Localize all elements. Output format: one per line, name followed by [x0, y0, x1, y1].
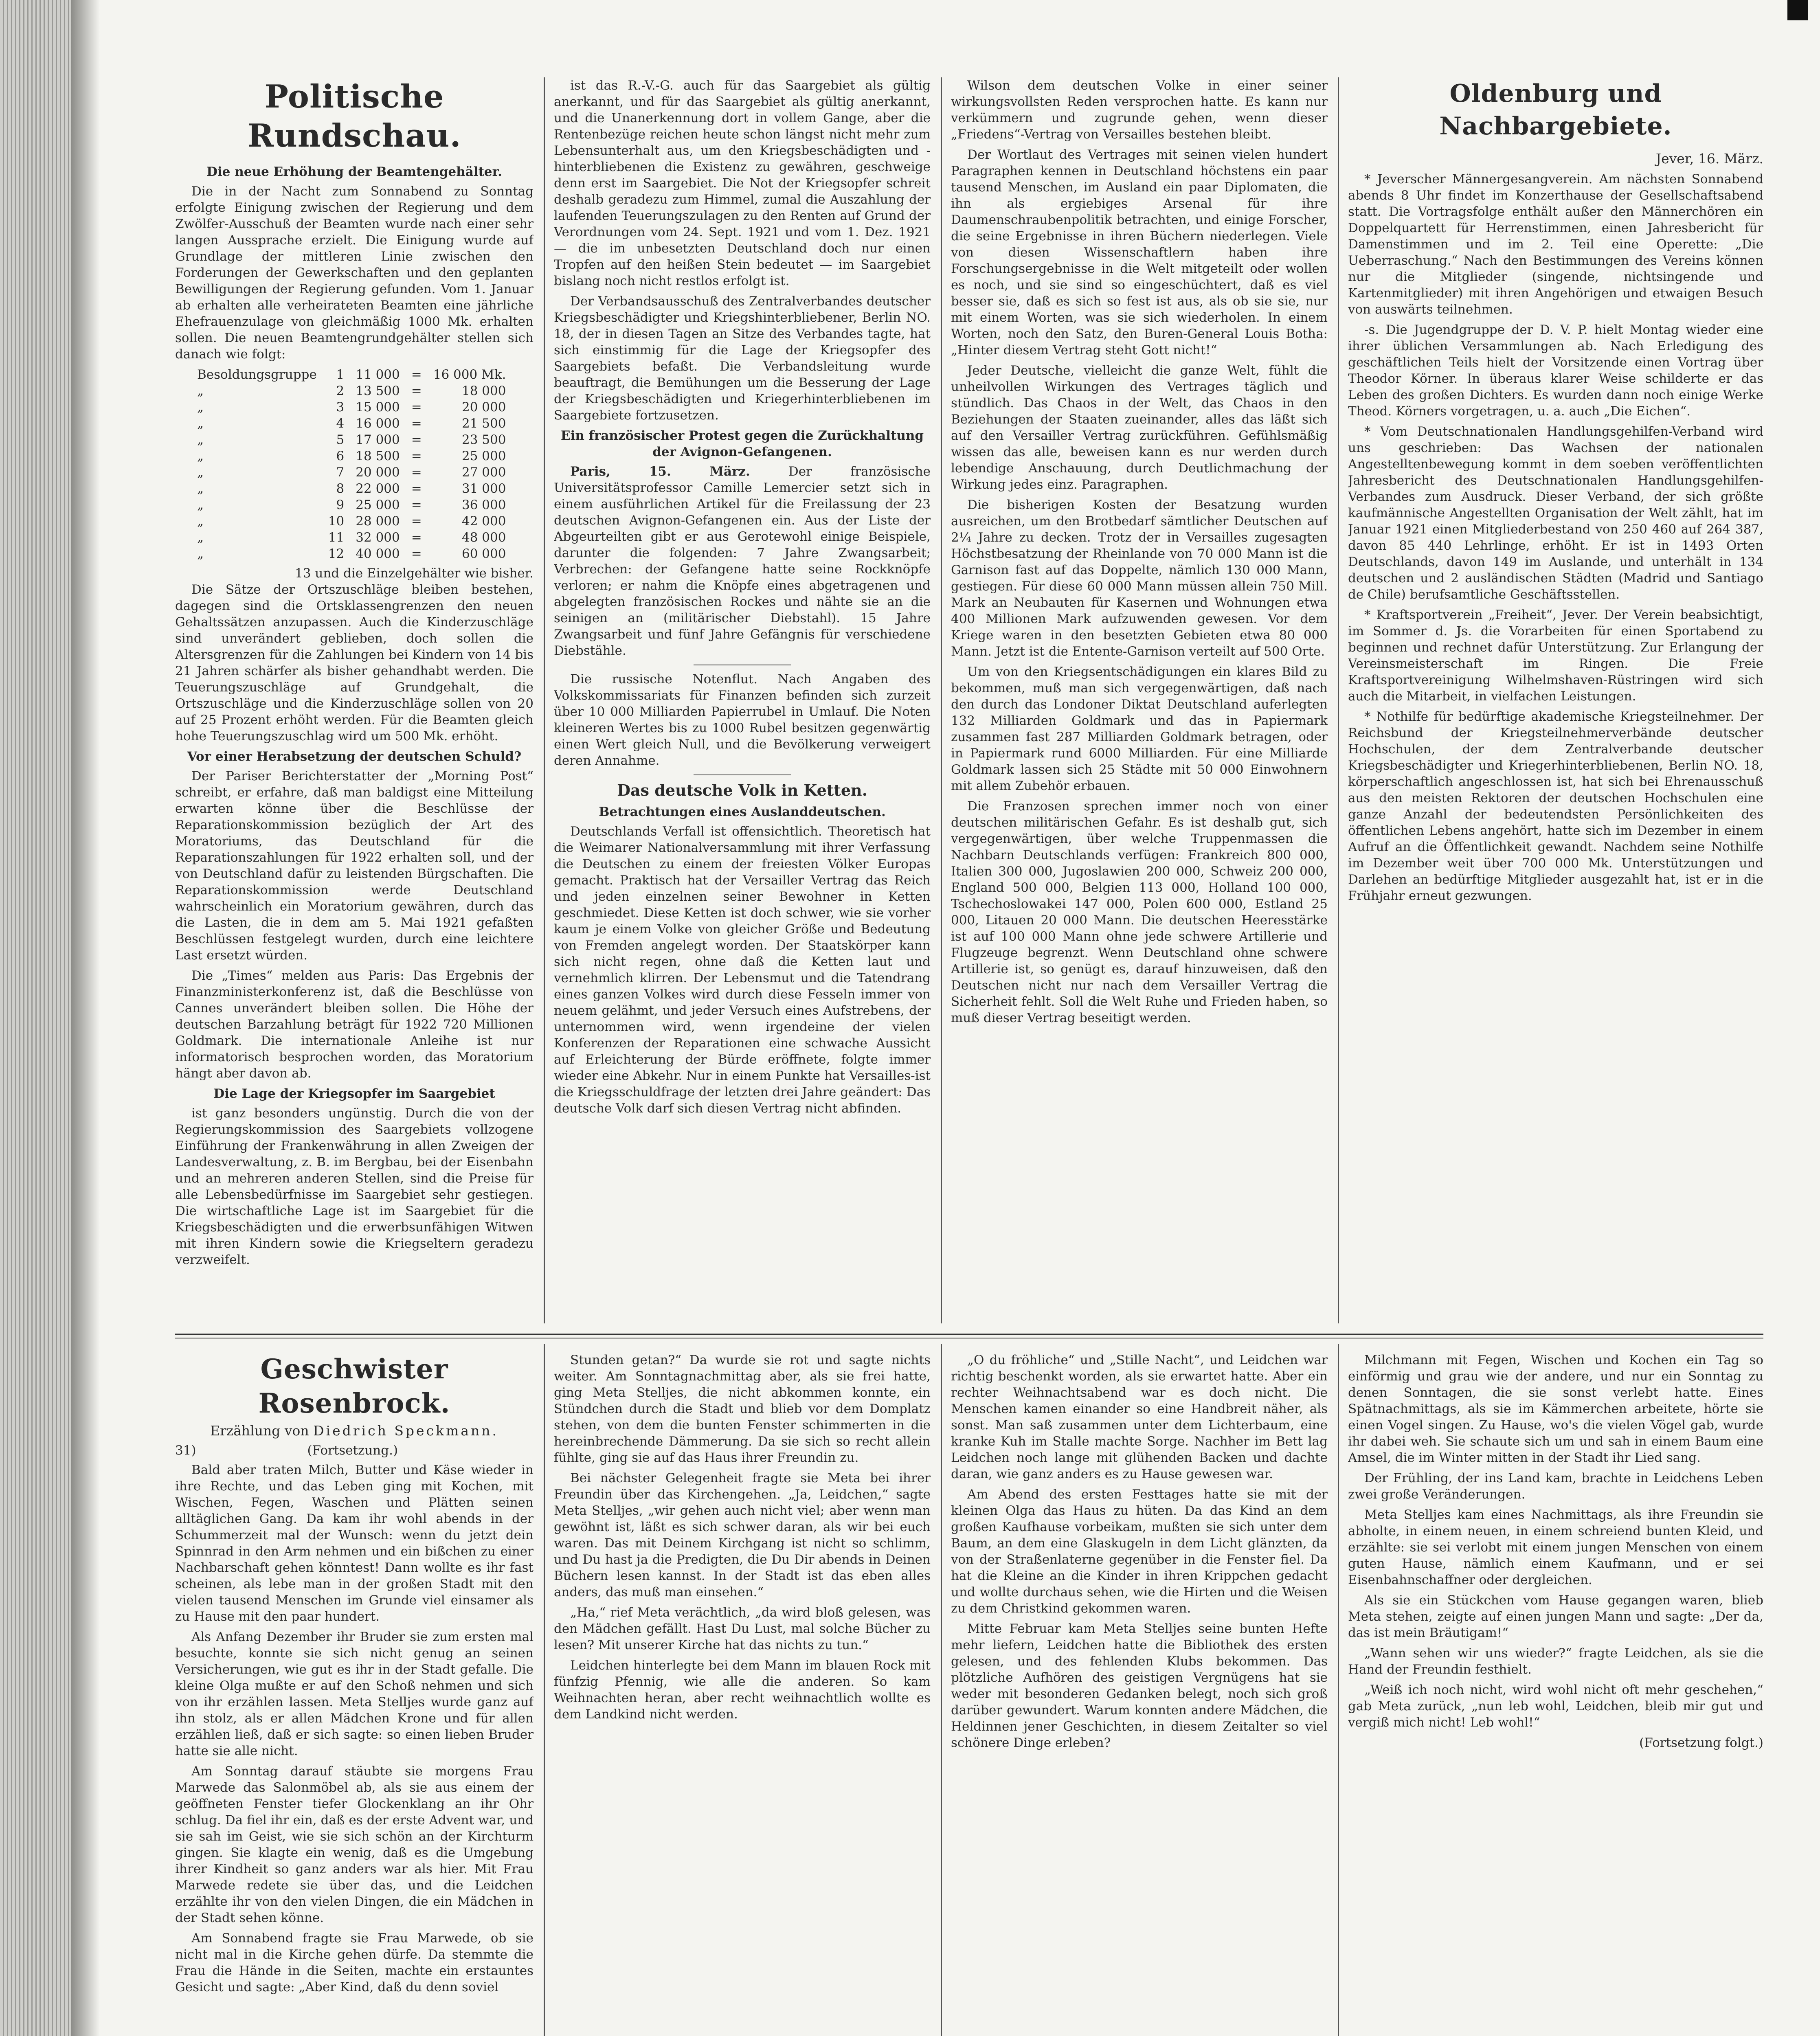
scan-corner-mark — [1787, 0, 1808, 20]
col3-p6: Die Franzosen sprechen immer noch von einer deutschen militärischen Gefahr. Es ist deshalb gut, sich vergegenwärtigen, über welche Truppenmassen die Nachbarn Deutschlands verfügen: Frankreich 800 000, Italien 300 000, Jugoslawien 200 000, Schweiz 200 000, England 500 000, Belgien 113 000, Holland 100 000, Tschechoslowakei 147 000, Polen 600 000, Estland 25 000, Litauen 20 000 Mann. Die deutschen Heeresstärke ist auf 100 000 Mann ohne jede schwere Artillerie und Flugzeuge begrenzt. Wenn Deutschland ohne schwere Artillerie ist, so genügt es, darauf hinzuweisen, daß den Deutschen nicht nur nach dem Versailler Vertrag die Sicherheit fehlt. Soll die Welt Ruhe und Frieden haben, so muß dieser Vertrag beseitigt werden. — [951, 799, 1328, 1025]
politik-s3-p1: ist ganz besonders ungünstig. Durch die von der Regierungskommission des Saargebiets vollzogene Einführung der Frankenwährung in allen Zweigen der Landesverwaltung, z. B. im Bergbau, bei der Eisenbahn und an mehreren anderen Stellen, sind die Preise für alle Lebensbedürfnisse im Saargebiet sehr gestiegen. Die wirtschaftliche Lage ist im Saargebiet für die Kriegsbeschädigten und die erwerbsunfähigen Witwen mit ihren Kindern sowie die Kriegseltern geradezu verzweifelt. — [175, 1106, 533, 1267]
novel-continuation: (Fortsetzung.) — [307, 1443, 398, 1458]
politik-s2-title: Vor einer Herabsetzung der deutschen Schuld? — [187, 749, 522, 764]
feuilleton-rule — [175, 1334, 1763, 1335]
col2-p3 — [554, 463, 931, 659]
novel-p7: „Ha,“ rief Meta verächtlich, „da wird bloß gelesen, was den Mädchen gefällt. Hast Du Lust, mal solche Bücher zu lesen? Mit unserer Kirche hat das nichts zu tun.“ — [554, 1605, 931, 1652]
col2-s3-title: Das deutsche Volk in Ketten. — [617, 781, 867, 799]
politik-s1-title: Die neue Erhöhung der Beamtengehälter. — [206, 165, 502, 179]
pay-cell: 11 000 — [356, 367, 400, 382]
pay-cell: 18 000 — [461, 384, 506, 398]
pay-cell: 27 000 — [461, 465, 506, 480]
novel-col-4 — [1348, 1352, 1763, 2036]
pay-cell: 3 — [336, 400, 345, 415]
novel-p13: Der Frühling, der ins Land kam, brachte in Leidchens Leben zwei große Veränderungen. — [1348, 1471, 1763, 1502]
column-rule-4 — [544, 1344, 545, 2036]
col3-p1: Wilson dem deutschen Volke in einer seiner wirkungsvollsten Reden versprochen hatte. Es kann nur verkümmern und zugrunde gehen, wenn dieser „Friedens“-Vertrag von Versailles bestehen bleibt. — [951, 78, 1328, 142]
pay-cell: „ — [197, 416, 204, 431]
pay-table — [191, 366, 512, 562]
novel-p15: Als sie ein Stückchen vom Hause gegangen waren, blieb Meta stehen, zeigte auf einen jungen Mann und sagte: „Der da, das ist mein Bräutigam!“ — [1348, 1593, 1763, 1640]
pay-cell: = — [411, 465, 422, 480]
pay-cell: 8 — [336, 481, 345, 496]
novel-p4: Am Sonnabend fragte sie Frau Marwede, ob sie nicht mal in die Kirche gehen dürfe. Da stemmte die Frau die Hände in die Seiten, machte ein erstauntes Gesicht und sagte: „Aber Kind, daß du denn soviel — [175, 1931, 533, 1994]
pay-cell: 17 000 — [356, 432, 400, 447]
pay-row — [191, 366, 512, 383]
col2-p1: ist das R.-V.-G. auch für das Saargebiet als gültig anerkannt, und für das Saargebiet als gültig anerkannt, und die Unanerkennung dort in vollem Gange, aber die Rentenbezüge reichen heute schon längst nicht mehr zum Lebensunterhalt aus, um den Kriegsbeschädigten und -hinterbliebenen die Existenz zu gewähren, geschweige denn erst im Saargebiet. Die Not der Kriegsopfer schreit deshalb geradezu zum Himmel, zumal die Auszahlung der laufenden Teuerungszulagen zu den Renten auf Grund der Verordnungen vom 24. Sept. 1921 und vom 1. Dez. 1921 — die im unbesetzten Deutschland doch nur einen Tropfen auf den heißen Stein bedeutet — im Saargebiet bislang noch nicht restlos erfolgt ist. — [554, 78, 931, 288]
pay-cell: 21 500 — [461, 416, 506, 431]
pay-row — [191, 383, 512, 399]
col2-s2-title: Ein französischer Protest gegen die Zurückhaltung der Avignon-Gefangenen. — [560, 428, 924, 459]
pay-cell: 25 000 — [356, 498, 400, 512]
pay-cell: 16 000 Mk. — [433, 367, 506, 382]
pay-cell: 10 — [328, 514, 345, 529]
pay-cell: 12 — [328, 546, 345, 561]
pay-cell: 32 000 — [356, 530, 400, 545]
novel-p16: „Wann sehen wir uns wieder?“ fragte Leidchen, als sie die Hand der Freundin festhielt. — [1348, 1646, 1763, 1677]
pay-cell: 28 000 — [356, 514, 400, 529]
pay-row — [191, 497, 512, 513]
novel-col-1 — [175, 1352, 533, 2036]
novel-p14: Meta Stelljes kam eines Nachmittags, als ihre Freundin sie abholte, in einem neuen, in einem schreiend bunten Kleid, und erzählte: sie sei verlobt mit einem jungen Menschen von einem guten Hause, nämlich einem Kaufmann, und er sei Eisenbahnschaffner oder dergleichen. — [1348, 1507, 1763, 1587]
pay-cell: 2 — [336, 384, 345, 398]
column-rule-5 — [941, 1344, 942, 2036]
pay-cell: = — [411, 449, 422, 463]
novel-p1: Bald aber traten Milch, Butter und Käse wieder in ihre Rechte, und das Leben ging mit Kochen, mit Wischen, Fegen, Waschen und Plätten seinen alltäglichen Gang. Da kam ihr wohl abends in der Schummerzeit mal der Wunsch: wenn du jetzt dein Spinnrad in den Arm nehmen und ein bißchen zu einer Nachbarschaft gehen könntest! Dann wollte es ihr fast scheinen, als lebe man in der großen Stadt mit den vielen tausend Menschen im Grunde viel einsamer als zu Hause mit den paar hundert. — [175, 1463, 533, 1624]
oldenburg-dateline: Jever, 16. März. — [1655, 151, 1763, 167]
pay-row — [191, 480, 512, 497]
pay-row — [191, 529, 512, 546]
novel-col-2 — [554, 1352, 931, 2036]
pay-row — [191, 399, 512, 415]
column-oldenburg — [1348, 77, 1763, 1323]
pay-cell: „ — [197, 514, 204, 529]
pay-cell: „ — [197, 546, 204, 561]
oldenburg-p2: -s. Die Jugendgruppe der D. V. P. hielt Montag wieder eine ihrer üblichen Versammlungen ab. Nach Erledigung des geschäftlichen Teils hielt der Vorsitzende einen Vortrag über Theodor Körner. In überaus klarer Weise schilderte er das Leben des großen Dichters. Es wurden dann noch einige Werke Theod. Körners vorgetragen, u. a. auch „Die Eichen“. — [1348, 323, 1763, 419]
pay-cell: „ — [197, 498, 204, 512]
novel-p17: „Weiß ich noch nicht, wird wohl nicht oft mehr geschehen,“ gab Meta zurück, „nun leb wohl, Leidchen, bleib mir gut und vergiß mich nicht! Leb wohl!“ — [1348, 1683, 1763, 1730]
pay-cell: 7 — [336, 465, 345, 480]
col3-p4: Die bisherigen Kosten der Besatzung wurden ausreichen, um den Brotbedarf sämtlicher Deutschen auf 2¼ Jahre zu decken. Trotz der in Versailles zugesagten Höchstbesatzung der Rheinlande von 70 000 Mann ist die Garnison fast auf das Doppelte, nämlich 130 000 Mann, gestiegen. Für diese 60 000 Mann müssen allein 750 Mill. Mark an Neubauten für Kasernen und Wohnungen etwa 400 Millionen Mark aufzuwenden gewesen. Vor dem Kriege waren in den besetzten Gebieten etwa 80 000 Mann. Jetzt ist die Entente-Garnison verteilt auf 500 Orte. — [951, 498, 1328, 659]
pay-cell: = — [411, 498, 422, 512]
pay-cell: = — [411, 384, 422, 398]
column-rule-2 — [941, 77, 942, 1323]
oldenburg-p4: * Kraftsportverein „Freiheit“, Jever. Der Verein beabsichtigt, im Sommer d. Js. die Vorarbeiten für einen Sportabend zu beginnen und rechnet dafür Unterstützung. Zur Erlangung der Vereinsmeisterschaft im Ringen. Die Freie Kraftsportvereinigung Wilhelmshaven-Rüstringen wird sich auch die Mitarbeit, in vielfachen Leistungen. — [1348, 608, 1763, 704]
pay-cell: 31 000 — [461, 481, 506, 496]
novel-title: Geschwister Rosenbrock. — [258, 1353, 450, 1419]
col3-p5: Um von den Kriegsentschädigungen ein klares Bild zu bekommen, muß man sich vergegenwärtigen, daß nach den durch das Londoner Diktat Deutschland auferlegten 132 Milliarden Goldmark und das in Papiermark zusammen fast 287 Milliarden Goldmark betragen, oder in Papiermark rund 6000 Milliarden. Für eine Milliarde Goldmark lassen sich 25 Städte mit 50 000 Einwohnern mit allem Zubehör erbauen. — [951, 665, 1328, 793]
pay-cell: „ — [197, 530, 204, 545]
oldenburg-p1: * Jeverscher Männergesangverein. Am nächsten Sonnabend abends 8 Uhr findet im Konzerthause der Gesellschaftsabend statt. Die Vortragsfolge enthält außer den Männerchören ein Doppelquartett für Herrenstimmen, einen Jahresbericht für Damenstimmen und im 2. Teil eine Operette: „Die Ueberraschung.“ Nach den Bestimmungen des Vereins können nur die Mitglieder (singende, nichtsingende und Kartenmitglieder) mit ihren Angehörigen und etwaigen Besuch von auswärts teilnehmen. — [1348, 172, 1763, 317]
col2-p4: Die russische Notenflut. Nach Angaben des Volkskommissariats für Finanzen befinden sich zurzeit über 10 000 Milliarden Papierrubel in Umlauf. Die Noten kleineren Wertes bis zu 1000 Rubel besitzen gegenwärtig einen Wert gleich Null, und die Bevölkerung verweigert deren Annahme. — [554, 672, 931, 768]
pay-row — [191, 415, 512, 432]
pay-cell: 11 — [328, 530, 345, 545]
pay-cell: 25 000 — [461, 449, 506, 463]
politik-s2-p1: Der Pariser Berichterstatter der „Morning Post“ schreibt, er erfahre, daß man baldigst eine Mitteilung erwarten könne über die Beschlüsse der Reparationskommission bezüglich der Art des Moratoriums, das Deutschland für die Reparationszahlungen für 1922 erhalten soll, und der von Deutschland dafür zu leistenden Bürgschaften. Die Reparationskommission werde Deutschland wahrscheinlich ein Moratorium gewähren, durch das die Lasten, die in dem am 5. Mai 1921 gefaßten Beschlüssen festgelegt wurden, durch eine leichtere Last ersetzt würden. — [175, 769, 533, 963]
novel-p11: Mitte Februar kam Meta Stelljes seine bunten Hefte mehr liefern, Leidchen hatte die Bibliothek des ersten gelesen, und des fehlenden Klubs bekommen. Das plötzliche Aufhören des geistigen Vergnügens hat sie weder mit besonderen Gedanken belegt, noch sich groß darüber gewundert. Warum konnten andere Mädchen, die Heldinnen jener Geschichten, in diesem Zeitalter so viel schönere Dinge erleben? — [951, 1621, 1328, 1750]
pay-cell: Besoldungsgruppe — [197, 367, 317, 382]
pay-cell: 1 — [336, 367, 345, 382]
politik-s1-p2: Die Sätze der Ortszuschläge bleiben bestehen, dagegen sind die Ortsklassengrenzen den neuen Gehaltssätzen anzupassen. Auch die Kinderzuschläge sind unverändert geblieben, doch sollen die Altersgrenzen für die Zahlungen bei Kindern von 14 bis 21 Jahren schärfer als bisher gehandhabt werden. Die Teuerungszuschläge auf Grundgehalt, die Ortszuschläge und die Kinderzuschläge sollen von 20 auf 25 Prozent erhöht werden. Für die Beamten gleich hohe Teuerungszuschlag wird um 500 Mk. erhöht. — [175, 582, 533, 744]
pay-cell: = — [411, 367, 422, 382]
pay-cell: 6 — [336, 449, 345, 463]
novel-p2: Als Anfang Dezember ihr Bruder sie zum ersten mal besuchte, konnte sie sich nicht genug an seinen Versicherungen, wie gut es ihr in der Stadt gefalle. Die kleine Olga mußte er auf den Schoß nehmen und sich von ihr erzählen lassen. Meta Stelljes wurde ganz auf ihn stolz, als er allen Mädchen Krone und für allen erzählen ließ, daß er sich sagte: so einen lieben Bruder hatte sie alle nicht. — [175, 1630, 533, 1758]
column-3 — [951, 77, 1328, 1323]
pay-cell: 48 000 — [461, 530, 506, 545]
novel-p10: Am Abend des ersten Festtages hatte sie mit der kleinen Olga das Haus zu hüten. Da das Kind an dem großen Kaufhause vorbeikam, mußten sie sich unter dem Baum, an dem eine Glaskugeln in dem Licht glänzten, da von der Straßenlaterne gegenüber in die Fenster fiel. Da hat die Kleine an die Kinder in ihren Krippchen gedacht und wollte durchaus sehen, wie die Hirten und die Weisen zu dem Christkind gekommen waren. — [951, 1487, 1328, 1616]
pay-cell: = — [411, 400, 422, 415]
column-politik — [175, 77, 533, 1323]
pay-cell: „ — [197, 400, 204, 415]
novel-p9: „O du fröhliche“ und „Stille Nacht“, und Leidchen war richtig beschenkt worden, als sie erwartet hatte. Aber ein rechter Weihnachtsabend war es doch nicht. Die Menschen kamen einander so eine Handbreit näher, als sonst. Man saß zusammen unter dem Lichterbaum, eine kranke Kuh im Stalle machte Sorge. Nachher im Bett lag Leidchen noch lange mit glühenden Backen und dachte daran, wie ganz anders es zu Hause gewesen war. — [951, 1353, 1328, 1481]
pay-cell: 5 — [336, 432, 345, 447]
pay-cell: 22 000 — [356, 481, 400, 496]
column-rule-6 — [1338, 1344, 1339, 2036]
politik-s1-p1: Die in der Nacht zum Sonnabend zu Sonntag erfolgte Einigung zwischen der Regierung und dem Zwölfer-Ausschuß der Beamten wurde nach einer sehr langen Aussprache erzielt. Die Einigung wurde auf Grundlage der mittleren Linie zwischen den Forderungen der Gewerkschaften und den geplanten Bewilligungen der Regierung gefunden. Vom 1. Januar ab erhalten alle verheirateten Beamten eine jährliche Ehefrauenzulage von gleichmäßig 1000 Mk. erhalten sollen. Die neuen Beamtengrundgehälter stellen sich danach wie folgt: — [175, 184, 533, 362]
pay-cell: 20 000 — [356, 465, 400, 480]
col2-p2: Der Verbandsausschuß des Zentralverbandes deutscher Kriegsbeschädigter und Kriegshinterbliebener, Berlin NO. 18, der in diesen Tagen an Sitze des Verbandes tagte, hat sich einstimmig für die Lage der Kriegsopfer des Saargebiets befaßt. Die Verbandsleitung wurde beauftragt, die Bemühungen um die Besserung der Lage der Kriegsbeschädigten und Kriegerhinterbliebenen im Saargebiete fortzusetzen. — [554, 294, 931, 423]
novel-number: 31) — [175, 1443, 196, 1458]
novel-p8: Leidchen hinterlegte bei dem Mann im blauen Rock mit fünfzig Pfennig, wie alle die anderen. So kam Weihnachten heran, aber recht weihnachtlich wollte es dem Landkind nicht werden. — [554, 1658, 931, 1722]
pay-cell: = — [411, 481, 422, 496]
novel-numbering — [175, 1442, 509, 1459]
novel-col-3 — [951, 1352, 1328, 2036]
pay-cell: = — [411, 546, 422, 561]
pay-cell: 15 000 — [356, 400, 400, 415]
novel-p12: Milchmann mit Fegen, Wischen und Kochen ein Tag so einförmig und grau wie der andere, und nur ein Sonntag zu denen Sonntagen, die sie sonst verlebt hatte. Eines Spätnachmittags, als sie im Kämmerchen arbeitete, hörte sie einen Vogel singen. Zu Hause, wo's die vielen Vögel gab, wurde ihr dabei weh. Sie schaute sich um und sah in einem Baum eine Amsel, die im Winter mitten in der Stadt ihr Lied sang. — [1348, 1353, 1763, 1465]
col3-p2: Der Wortlaut des Vertrages mit seinen vielen hundert Paragraphen kennen in Deutschland höchstens ein paar tausend Menschen, im Ausland ein paar Diplomaten, die ihn als ergiebiges Arsenal für ihre Daumenschraubenpolitik betrachten, und einige Forscher, die seine Ergebnisse in ihren Büchern niederlegen. Viele von diesen Wissenschaftlern haben ihre Forschungsergebnisse in die Welt mitgeteilt oder wollen es noch, und sie sind so eingeschüchtert, daß es viel besser sie, daß es sich so fest ist aus, als ob sie sie, nur mit einem Worten, was sie sich wiederholen. In einem Worten, noch den Satz, den Buren-General Louis Botha: „Hinter diesem Vertrag steht Gott nicht!“ — [951, 147, 1328, 358]
column-rule-3 — [1338, 77, 1339, 1323]
pay-cell: „ — [197, 465, 204, 480]
pay-cell: 20 000 — [461, 400, 506, 415]
novel-p3: Am Sonntag darauf stäubte sie morgens Frau Marwede das Salonmöbel ab, als sie aus einem der geöffneten Fenster tiefer Glockenklang an ihr Ohr schlug. Da fiel ihr ein, daß es der erste Advent war, und sie sah im Geist, wie sie sich schön an der Kirchturm gingen. Sie klagte ein wenig, daß es die Umgebung ihrer Kindheit so ganz anders war als hier. Mit Frau Marwede redete sie über das, und die Leidchen erzählte ihr von den vielen Dingen, die ein Mädchen in der Stadt sehen könne. — [175, 1764, 533, 1925]
pay-row — [191, 546, 512, 562]
newspaper-page — [175, 77, 1763, 2036]
pay-cell: „ — [197, 384, 204, 398]
novel-p6: Bei nächster Gelegenheit fragte sie Meta bei ihrer Freundin über das Kirchengehen. „Ja, Leidchen,“ sagte Meta Stelljes, „wir gehen auch nicht viel; aber wenn man gewöhnt ist, läßt es sich schwer daran, als wir bei euch waren. Das mit Deinem Kirchgang ist nicht so schlimm, und Du hast ja die Predigten, die Du Dir abends in Deinen Büchern lesen kannst. In der Stadt ist das eben alles anders, das muß man einsehen.“ — [554, 1471, 931, 1599]
pay-row — [191, 513, 512, 529]
novel-author-prefix: Erzählung von — [210, 1423, 309, 1439]
pay-cell: 16 000 — [356, 416, 400, 431]
column-2 — [554, 77, 931, 1323]
pay-row — [191, 448, 512, 464]
pay-cell: 42 000 — [461, 514, 506, 529]
novel-p5: Stunden getan?“ Da wurde sie rot und sagte nichts weiter. Am Sonntagnachmittag aber, als sie frei hatte, ging Meta Stelljes, die nicht abkommen konnte, ein Stündchen durch die Stadt und blieb vor dem Domplatz stehen, von dem die bunten Fenster schimmerten in die hereinbrechende Dämmerung. Da sie sich so recht allein fühlte, ging sie auf das Haus ihrer Freundin zu. — [554, 1353, 931, 1465]
novel-byline — [175, 1423, 533, 1439]
pay-cell: „ — [197, 432, 204, 447]
novel-author: Diedrich Speckmann. — [313, 1423, 499, 1439]
pay-cell: 40 000 — [356, 546, 400, 561]
col2-p5: Deutschlands Verfall ist offensichtlich. Theoretisch hat die Weimarer Nationalversammlung mit ihrer Verfassung die Deutschen zu einem der freiesten Völker Europas gemacht. Praktisch hat der Versailler Vertrag das Reich und jeden einzelnen seiner Bewohner in Ketten geschmiedet. Diese Ketten ist doch schwer, wie sie vorher kaum je einem Volke von gleicher Größe und Bedeutung von Fremden angelegt worden. Der Staatskörper kann sich nicht regen, ohne daß die Ketten laut und vernehmlich klirren. Der Lebensmut und die Tatendrang eines ganzen Volkes wird durch diese Fesseln immer von neuem gelähmt, und jeder Versuch eines Aufstrebens, der unternommen wird, wenn irgendeine der vielen Konferenzen der Reparationen eine schwache Aussicht auf Erleichterung der Bürde eröffnete, folgte immer wieder eine Abkehr. Nur in einem Punkte hat Versailles-ist die Kriegsschuldfrage der letzten drei Jahre geändert: Das deutsche Volk darf sich diesen Vertrag nicht abfinden. — [554, 824, 931, 1116]
pay-cell: = — [411, 530, 422, 545]
pay-cell: = — [411, 514, 422, 529]
col2-dateline: Paris, 15. März. — [570, 464, 750, 479]
col2-s3-sub: Betrachtungen eines Auslanddeutschen. — [599, 805, 886, 819]
pay-cell: 36 000 — [461, 498, 506, 512]
pay-cell: 60 000 — [461, 546, 506, 561]
pay-cell: 13 500 — [356, 384, 400, 398]
book-page-edges — [0, 0, 71, 2036]
book-gutter-shadow — [71, 0, 100, 2036]
col2-p3-text: Der französische Universitätsprofessor Camille Lemercier setzt sich in einem ausführlichen Artikel für die Freilassung der 23 deutschen Avignon-Gefangenen ein. Aus der Liste der Abgeurteilten gibt er aus Gerotewohl einige Beispiele, darunter die folgenden: 7 Jahre Zwangsarbeit; Verbrechen: der Gefangene hatte seine Rockknöpfe verloren; er nahm die Knöpfe eines abgetragenen und abgelegten französischen Rockes und nähte sie an die seinigen an (militärischer Diebstahl). 15 Jahre Zwangsarbeit und fünf Jahre Gefängnis für verschiedene Diebstähle. — [554, 464, 931, 658]
column-rule-1 — [544, 77, 545, 1323]
politik-header: Politische Rundschau. — [247, 78, 461, 154]
pay-cell: „ — [197, 449, 204, 463]
pay-cell: = — [411, 416, 422, 431]
pay-cell: „ — [197, 481, 204, 496]
pay-row — [191, 432, 512, 448]
col2-divider-2 — [694, 774, 791, 775]
pay-cell: 9 — [336, 498, 345, 512]
pay-row — [191, 464, 512, 480]
oldenburg-p3: * Vom Deutschnationalen Handlungsgehilfen-Verband wird uns geschrieben: Das Wachsen der nationalen Angestelltenbewegung kommt in dem soeben veröffentlichten Jahresbericht des Deutschnationalen Handlungsgehilfen-Verbandes zum Ausdruck. Dieser Verband, der sich größte kaufmännische Angestellten Organisation der Welt zählt, hat im Januar 1921 einen Mitgliederbestand von 250 460 auf 264 387, davon 85 440 Lehrlinge, erhöht. Er ist in 1493 Orten Deutschlands, davon 149 im Auslande, und unterhält in 134 deutschen und 2 ausländischen Städten (Madrid und Santiago de Chile) berufsamtliche Geschäftsstellen. — [1348, 424, 1763, 602]
pay-cell: = — [411, 432, 422, 447]
pay-cell: 23 500 — [461, 432, 506, 447]
novel-continued: (Fortsetzung folgt.) — [1639, 1735, 1763, 1750]
pay-note: 13 und die Einzelgehälter wie bisher. — [295, 566, 533, 581]
pay-cell: 18 500 — [356, 449, 400, 463]
col3-p3: Jeder Deutsche, vielleicht die ganze Welt, fühlt die unheilvollen Wirkungen des Vertrages täglich und stündlich. Das Chaos in der Welt, das Chaos in den Beziehungen der Staaten zueinander, alles das läßt sich auf den Versailler Vertrag zurückführen. Gefühlsmäßig wissen das alle, beweisen kann es nur werden durch lebendige Anschauung, durch Deutlichmachung der Wirkung jedes einz. Paragraphen. — [951, 363, 1328, 492]
oldenburg-header: Oldenburg und Nachbargebiete. — [1439, 79, 1672, 140]
politik-s3-title: Die Lage der Kriegsopfer im Saargebiet — [213, 1086, 495, 1101]
pay-cell: 4 — [336, 416, 345, 431]
oldenburg-p5: * Nothilfe für bedürftige akademische Kriegsteilnehmer. Der Reichsbund der Kriegsteilnehmerverbände deutscher Hochschulen, der dem Zentralverbande deutscher Kriegsbeschädigter und Kriegerhinterbliebenen, Berlin NO. 18, körperschaftlich angeschlossen ist, hat sich bei Ehrenausschuß aus den meisten Rektoren der deutschen Hochschulen eine ganze Anzahl der bedeutendsten Persönlichkeiten des öffentlichen Lebens angehört, hatte sich im Dezember in einem Aufruf an die Öffentlichkeit gewandt. Nachdem seine Nothilfe im Dezember weit über 700 000 Mk. Unterstützungen und Darlehen an bedürftige Mitglieder ausgezahlt hat, ist er in die Frühjahr erneut gezwungen. — [1348, 709, 1763, 903]
politik-s2-p2: Die „Times“ melden aus Paris: Das Ergebnis der Finanzministerkonferenz ist, daß die Beschlüsse von Cannes unverändert bleiben sollen. Die Höhe der deutschen Barzahlung beträgt für 1922 720 Millionen Goldmark. Die internationale Anleihe ist nur informatorisch besprochen worden, das Moratorium hängt aber davon ab. — [175, 968, 533, 1081]
